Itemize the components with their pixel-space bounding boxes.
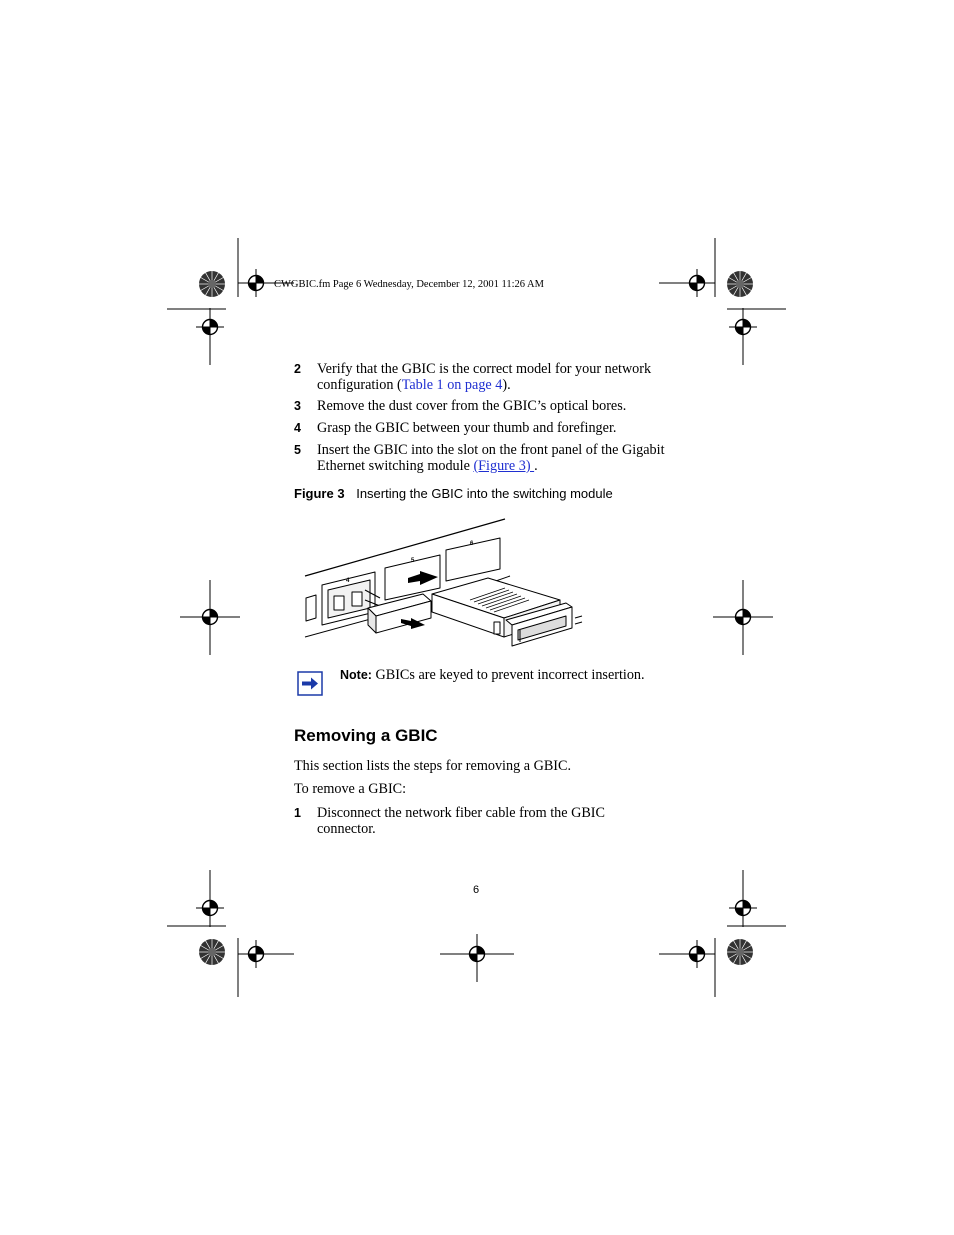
note [340, 667, 645, 684]
step-text-part: . [534, 458, 538, 474]
step-number: 3 [294, 399, 301, 413]
step-text: Disconnect the network fiber cable from the GBIC connector. [317, 805, 605, 837]
slot-label: 5 [411, 558, 415, 564]
step-text-part: Verify that the GBIC is the correct model for your network configuration ( [317, 361, 652, 393]
section-intro: This section lists the steps for removing a GBIC. [294, 758, 572, 774]
step-text: Grasp the GBIC between your thumb and forefinger. [317, 420, 617, 436]
step-text: Remove the dust cover from the GBIC’s optical bores. [317, 398, 627, 414]
figure-caption-text: Inserting the GBIC into the switching module [356, 486, 613, 501]
page-number: 6 [473, 884, 480, 896]
note-text: GBICs are keyed to prevent incorrect insertion. [375, 667, 645, 683]
note-label: Note: [340, 668, 372, 682]
page-header: CWGBIC.fm Page 6 Wednesday, December 12, 2001 11:26 AM [274, 279, 544, 290]
step-number: 4 [294, 421, 301, 435]
slot-label: 6 [470, 541, 474, 547]
figure-label: Figure 3 [294, 486, 345, 501]
section-heading: Removing a GBIC [294, 726, 438, 745]
arrow-right-icon [297, 671, 323, 696]
figure-link[interactable]: (Figure 3) [473, 458, 535, 474]
procedure-lead: To remove a GBIC: [294, 781, 407, 797]
step-number: 5 [294, 443, 301, 457]
step-number: 2 [294, 362, 301, 376]
table-link[interactable]: Table 1 on page 4 [401, 377, 503, 393]
step-text-part: ). [502, 377, 511, 393]
slot-label: 4 [346, 578, 350, 584]
step-text-part: Insert the GBIC into the slot on the front panel of the Gigabit Ethernet switching module [317, 442, 665, 474]
step-number: 1 [294, 806, 301, 820]
